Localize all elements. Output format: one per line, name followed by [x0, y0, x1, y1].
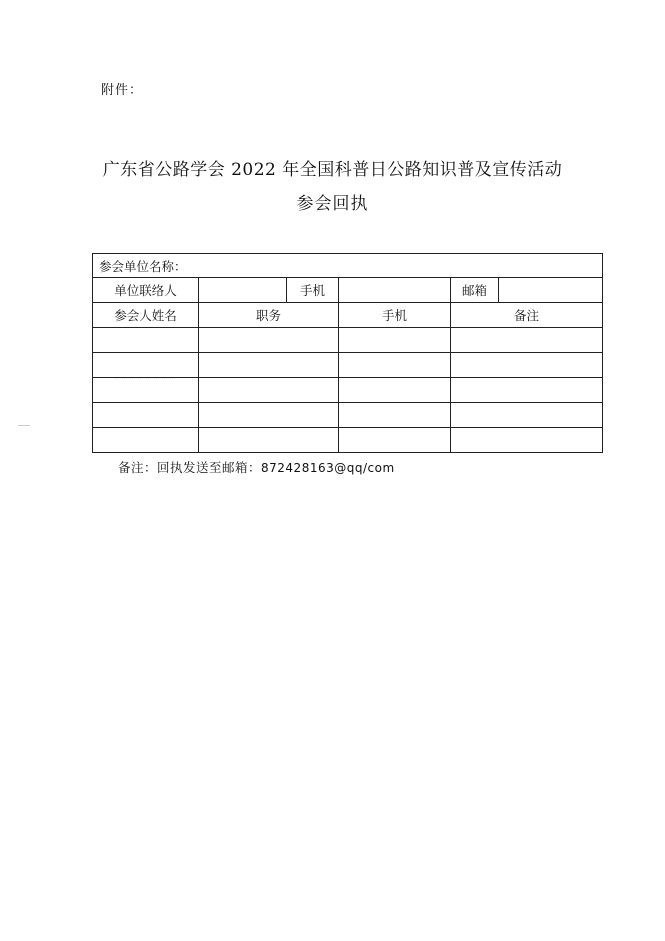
attendee-name-field[interactable]	[93, 328, 199, 353]
table-row	[93, 428, 603, 453]
remarks-field[interactable]	[451, 403, 603, 428]
remarks-field[interactable]	[451, 428, 603, 453]
phone-field[interactable]	[339, 378, 451, 403]
table-row	[93, 328, 603, 353]
header-remarks: 备注	[451, 303, 603, 328]
email-label: 邮箱	[451, 278, 499, 303]
contact-phone-field[interactable]	[339, 278, 451, 303]
phone-field[interactable]	[339, 353, 451, 378]
remarks-field[interactable]	[451, 353, 603, 378]
header-attendee-name: 参会人姓名	[93, 303, 199, 328]
contact-row	[93, 278, 603, 303]
note-prefix: 备注：回执发送至邮箱：	[118, 460, 262, 475]
phone-field[interactable]	[339, 403, 451, 428]
remarks-field[interactable]	[451, 378, 603, 403]
contact-phone-label: 手机	[287, 278, 339, 303]
document-subtitle: 参会回执	[296, 194, 369, 214]
contact-label: 单位联络人	[93, 278, 199, 303]
position-field[interactable]	[199, 403, 339, 428]
attendee-name-field[interactable]	[93, 428, 199, 453]
position-field[interactable]	[199, 428, 339, 453]
document-title: 广东省公路学会 2022 年全国科普日公路知识普及宣传活动	[102, 160, 563, 180]
phone-field[interactable]	[339, 428, 451, 453]
position-field[interactable]	[199, 378, 339, 403]
scan-artifact-mark	[18, 425, 30, 426]
header-phone: 手机	[339, 303, 451, 328]
table-row	[93, 353, 603, 378]
receipt-form-table	[92, 253, 603, 453]
table-row	[93, 378, 603, 403]
org-name-label: 参会单位名称：	[99, 258, 187, 274]
header-position: 职务	[199, 303, 339, 328]
table-header-row	[93, 303, 603, 328]
note-email: 872428163@qq/com	[261, 461, 395, 475]
email-field[interactable]	[499, 278, 603, 303]
attachment-label: 附件：	[101, 83, 144, 98]
table-row	[93, 403, 603, 428]
phone-field[interactable]	[339, 328, 451, 353]
org-row	[93, 254, 603, 278]
org-name-cell[interactable]	[93, 254, 603, 278]
attendee-name-field[interactable]	[93, 403, 199, 428]
position-field[interactable]	[199, 328, 339, 353]
remarks-field[interactable]	[451, 328, 603, 353]
attendee-name-field[interactable]	[93, 353, 199, 378]
attendee-name-field[interactable]	[93, 378, 199, 403]
submission-note	[118, 458, 395, 476]
position-field[interactable]	[199, 353, 339, 378]
contact-value-field[interactable]	[199, 278, 287, 303]
